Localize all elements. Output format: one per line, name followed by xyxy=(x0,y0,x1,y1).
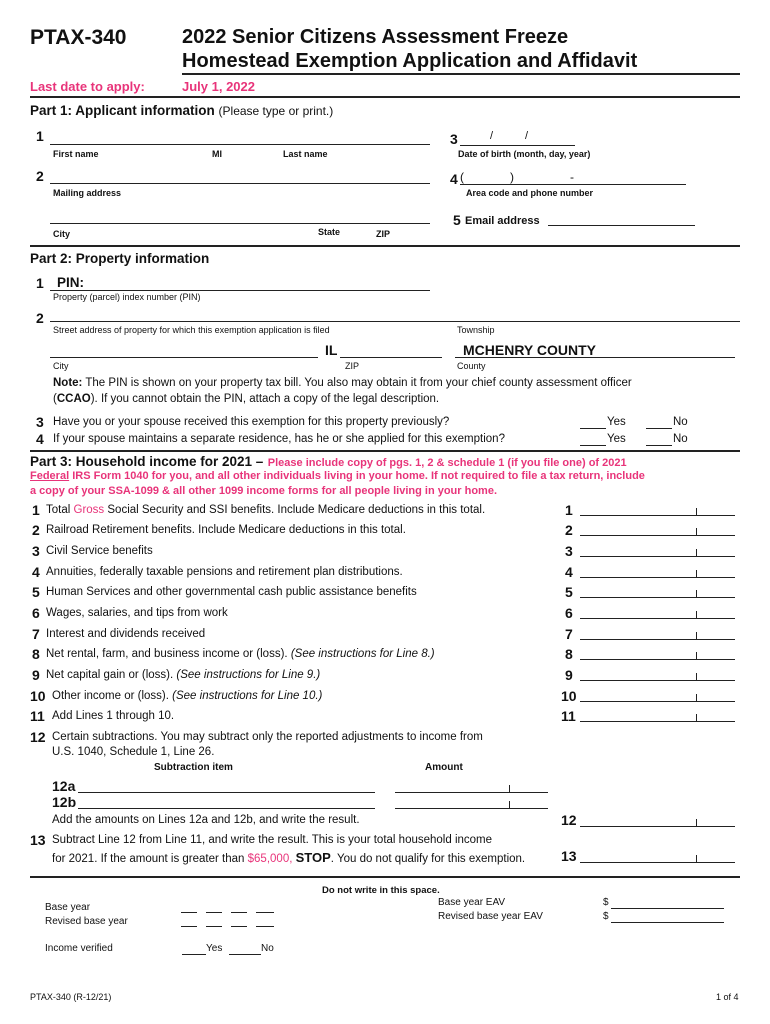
revised-base-year-eav-label: Revised base year EAV xyxy=(438,911,543,922)
form-id: PTAX-340 xyxy=(30,26,127,49)
line13-text-2 xyxy=(52,850,525,865)
line-num-12: 12 xyxy=(30,729,46,745)
q4-no-field[interactable] xyxy=(646,445,672,446)
office-use-heading: Do not write in this space. xyxy=(322,885,440,896)
cents-tick-4 xyxy=(696,570,697,577)
line13-text-2a: for 2021. If the amount is greater than xyxy=(52,853,245,865)
zip-label: ZIP xyxy=(376,229,391,239)
base-year-digit-4[interactable] xyxy=(256,912,274,913)
dob-label: Date of birth (month, day, year) xyxy=(458,149,591,159)
header-divider xyxy=(30,96,740,98)
page-number: 1 of 4 xyxy=(716,992,739,1002)
part3-instr-3: a copy of your SSA-1099 & all other 1099 income forms for all people living in your home. xyxy=(30,485,498,497)
right-num-5: 5 xyxy=(565,584,573,600)
line1-text-a: Total xyxy=(46,504,71,516)
part1-heading-text: Part 1: Applicant information xyxy=(30,103,215,118)
base-year-eav-label: Base year EAV xyxy=(438,897,506,908)
q4-text: If your spouse maintains a separate residence, has he or she applied for this exemption? xyxy=(53,433,505,445)
line-text-1 xyxy=(46,504,485,516)
right-num-10: 10 xyxy=(561,688,577,704)
q3-text: Have you or your spouse received this exemption for this property previously? xyxy=(53,416,450,428)
right-num-6: 6 xyxy=(565,605,573,621)
pin-num: 1 xyxy=(36,275,44,291)
line-num-3: 3 xyxy=(32,543,40,559)
right-num-1: 1 xyxy=(565,502,573,518)
line12-text-2: U.S. 1040, Schedule 1, Line 26. xyxy=(52,746,215,758)
amount-field-12[interactable] xyxy=(580,826,735,827)
line-num-10: 10 xyxy=(30,688,46,704)
last-name-label: Last name xyxy=(283,149,328,159)
q3-yes-label: Yes xyxy=(607,416,626,428)
field-num-3: 3 xyxy=(450,131,458,147)
line1-gross: Gross xyxy=(73,504,105,516)
line-12a-item-field[interactable] xyxy=(78,792,375,793)
street-address-field[interactable] xyxy=(50,321,740,322)
dollar-sign-2: $ xyxy=(603,911,609,922)
note-ccao: CCAO xyxy=(56,393,91,405)
property-state-value: IL xyxy=(325,342,338,358)
pin-note-line2 xyxy=(53,393,439,405)
amount-field-13[interactable] xyxy=(580,862,735,863)
cents-tick-3 xyxy=(696,549,697,556)
dollar-sign-1: $ xyxy=(603,897,609,908)
street-address-label: Street address of property for which this exemption application is filed xyxy=(53,325,330,335)
instr-2-text: IRS Form 1040 for you, and all other individuals living in your home. If not required to file a tax return, include xyxy=(72,470,645,482)
line8-instr: (See instructions for Line 8.) xyxy=(290,648,435,660)
part3-instr-2 xyxy=(30,470,645,482)
mi-label: MI xyxy=(212,149,222,159)
line13-stop: STOP xyxy=(295,850,331,865)
title-underline xyxy=(182,73,740,75)
cents-tick-12 xyxy=(696,819,697,826)
amount-header: Amount xyxy=(425,762,463,773)
pin-field[interactable] xyxy=(50,290,430,291)
phone-dash: - xyxy=(570,170,574,184)
income-verified-no-field[interactable] xyxy=(229,954,261,955)
addr-num: 2 xyxy=(36,310,44,326)
note-bold: Note: xyxy=(53,377,83,389)
line-text-5: Human Services and other governmental cash public assistance benefits xyxy=(46,586,417,598)
amount-field-8[interactable] xyxy=(580,659,735,660)
subtraction-item-header: Subtraction item xyxy=(154,762,233,773)
base-year-digit-2[interactable] xyxy=(206,912,222,913)
field-num-4: 4 xyxy=(450,171,458,187)
line-12a-amount-field[interactable] xyxy=(395,792,548,793)
pin-note-line1 xyxy=(53,377,632,389)
field-num-2: 2 xyxy=(36,168,44,184)
form-title-line1: 2022 Senior Citizens Assessment Freeze xyxy=(182,26,569,48)
amount-field-9[interactable] xyxy=(580,680,735,681)
line-num-13: 13 xyxy=(30,832,46,848)
cents-tick-5 xyxy=(696,590,697,597)
income-verified-yes-field[interactable] xyxy=(182,954,206,955)
deadline-label: Last date to apply: xyxy=(30,79,145,94)
q4-no-label: No xyxy=(673,433,688,445)
q3-num: 3 xyxy=(36,414,44,430)
income-verified-yes-label: Yes xyxy=(206,943,223,954)
email-field[interactable] xyxy=(548,225,695,226)
amount-field-4[interactable] xyxy=(580,577,735,578)
property-county-label: County xyxy=(457,361,486,371)
name-field[interactable] xyxy=(50,144,430,145)
cents-tick-10 xyxy=(696,694,697,701)
mailing-address-label: Mailing address xyxy=(53,188,122,198)
property-city-field[interactable] xyxy=(50,357,318,358)
line-text-4: Annuities, federally taxable pensions and retirement plan distributions. xyxy=(46,566,403,578)
property-county-field[interactable] xyxy=(455,357,735,358)
cents-tick-6 xyxy=(696,611,697,618)
city-state-zip-field[interactable] xyxy=(50,223,430,224)
amount-field-5[interactable] xyxy=(580,597,735,598)
amount-field-10[interactable] xyxy=(580,701,735,702)
line-num-7: 7 xyxy=(32,626,40,642)
pin-label: PIN: xyxy=(57,275,84,290)
amount-field-7[interactable] xyxy=(580,639,735,640)
revised-year-digit-2[interactable] xyxy=(206,926,222,927)
deadline-date: July 1, 2022 xyxy=(182,79,255,94)
line-num-5: 5 xyxy=(32,584,40,600)
revised-base-year-label: Revised base year xyxy=(45,916,128,927)
line1-text-b: Social Security and SSI benefits. Include Medicare deductions in this total. xyxy=(107,504,486,516)
revised-year-digit-1[interactable] xyxy=(181,926,197,927)
line-text-8 xyxy=(46,648,435,660)
line-text-2: Railroad Retirement benefits. Include Medicare deductions in this total. xyxy=(46,524,406,536)
note-text-2: ). If you cannot obtain the PIN, attach a copy of the legal description. xyxy=(90,393,440,405)
line12-text-1: Certain subtractions. You may subtract only the reported adjustments to income from xyxy=(52,731,483,743)
property-county-value: MCHENRY COUNTY xyxy=(463,342,597,358)
line-text-7: Interest and dividends received xyxy=(46,628,206,640)
part1-divider xyxy=(30,245,740,247)
form-revision: PTAX-340 (R-12/21) xyxy=(30,992,112,1002)
note-text-1: The PIN is shown on your property tax bill. You also may obtain it from your chief county assessment officer xyxy=(85,377,632,389)
right-num-3: 3 xyxy=(565,543,573,559)
line-text-11: Add Lines 1 through 10. xyxy=(52,710,175,722)
line-text-9 xyxy=(46,669,320,681)
amount-field-11[interactable] xyxy=(580,721,735,722)
q3-yes-field[interactable] xyxy=(580,428,606,429)
line8-text: Net rental, farm, and business income or (loss). xyxy=(46,648,288,660)
phone-field[interactable] xyxy=(460,184,686,185)
dob-sep-1: / xyxy=(490,130,494,142)
note-paren: ( xyxy=(53,393,57,405)
cents-tick-8 xyxy=(696,652,697,659)
right-num-12: 12 xyxy=(561,812,577,828)
q4-num: 4 xyxy=(36,431,44,447)
line-num-11: 11 xyxy=(30,708,45,724)
q3-no-label: No xyxy=(673,416,688,428)
part2-divider xyxy=(30,450,740,452)
cents-tick-11 xyxy=(696,714,697,721)
part3-heading: Part 3: Household income for 2021 – xyxy=(30,454,264,469)
base-year-digit-3[interactable] xyxy=(231,912,247,913)
line9-instr: (See instructions for Line 9.) xyxy=(176,669,321,681)
line-text-10 xyxy=(52,690,322,702)
amount-field-6[interactable] xyxy=(580,618,735,619)
phone-label: Area code and phone number xyxy=(466,188,594,198)
right-num-2: 2 xyxy=(565,522,573,538)
cents-tick-12b xyxy=(509,801,510,808)
line-num-8: 8 xyxy=(32,646,40,662)
line-12b-item-field[interactable] xyxy=(78,808,375,809)
line-num-9: 9 xyxy=(32,667,40,683)
line-12b-label: 12b xyxy=(52,794,77,810)
cents-tick-9 xyxy=(696,673,697,680)
line-text-6: Wages, salaries, and tips from work xyxy=(46,607,228,619)
line12-add-text: Add the amounts on Lines 12a and 12b, and write the result. xyxy=(52,814,360,826)
line-12b-amount-field[interactable] xyxy=(395,808,548,809)
q4-yes-field[interactable] xyxy=(580,445,606,446)
instr-federal: Federal xyxy=(30,470,70,482)
part3-divider xyxy=(30,876,740,878)
cents-tick-7 xyxy=(696,632,697,639)
part1-heading-note: (Please type or print.) xyxy=(218,104,334,118)
property-zip-label: ZIP xyxy=(345,361,360,371)
right-num-8: 8 xyxy=(565,646,573,662)
base-year-eav-field[interactable] xyxy=(611,908,724,909)
line13-text-2b: . You do not qualify for this exemption. xyxy=(330,853,526,865)
right-num-4: 4 xyxy=(565,564,573,580)
amount-field-3[interactable] xyxy=(580,556,735,557)
income-verified-label: Income verified xyxy=(45,943,113,954)
line-num-4: 4 xyxy=(32,564,40,580)
line13-text-1: Subtract Line 12 from Line 11, and write the result. This is your total household income xyxy=(52,834,493,846)
q4-yes-label: Yes xyxy=(607,433,626,445)
line-num-2: 2 xyxy=(32,522,40,538)
part3-heading-line xyxy=(30,453,627,471)
state-label: State xyxy=(318,227,341,237)
base-year-label: Base year xyxy=(45,902,91,913)
amount-field-1[interactable] xyxy=(580,515,735,516)
cents-tick-13 xyxy=(696,855,697,862)
part2-heading: Part 2: Property information xyxy=(30,251,210,266)
city-label: City xyxy=(53,229,71,239)
part1-heading xyxy=(30,103,333,118)
line13-amount: $65,000, xyxy=(247,853,293,865)
line-num-1: 1 xyxy=(32,502,40,518)
amount-field-2[interactable] xyxy=(580,535,735,536)
line9-text: Net capital gain or (loss). xyxy=(46,669,174,681)
right-num-7: 7 xyxy=(565,626,573,642)
dob-field[interactable] xyxy=(460,145,575,146)
cents-tick-1 xyxy=(696,508,697,515)
part3-instr-1: Please include copy of pgs. 1, 2 & schedule 1 (if you file one) of 2021 xyxy=(267,457,627,469)
line-text-3: Civil Service benefits xyxy=(46,545,153,557)
revised-base-year-eav-field[interactable] xyxy=(611,922,724,923)
income-verified-no-label: No xyxy=(261,943,274,954)
first-name-label: First name xyxy=(53,149,99,159)
line10-text: Other income or (loss). xyxy=(52,690,169,702)
email-label: Email address xyxy=(465,215,540,227)
right-num-11: 11 xyxy=(561,708,576,724)
township-label: Township xyxy=(457,325,495,335)
revised-year-digit-3[interactable] xyxy=(231,926,247,927)
field-num-1: 1 xyxy=(36,128,44,144)
line10-instr: (See instructions for Line 10.) xyxy=(172,690,323,702)
cents-tick-12a xyxy=(509,785,510,792)
q3-no-field[interactable] xyxy=(646,428,672,429)
cents-tick-2 xyxy=(696,528,697,535)
pin-sub-label: Property (parcel) index number (PIN) xyxy=(53,292,201,302)
revised-year-digit-4[interactable] xyxy=(256,926,274,927)
field-num-5: 5 xyxy=(453,212,461,228)
line-12a-label: 12a xyxy=(52,778,76,794)
property-city-label: City xyxy=(53,361,69,371)
dob-sep-2: / xyxy=(525,130,529,142)
phone-close-paren: ) xyxy=(510,170,514,184)
right-num-13: 13 xyxy=(561,848,577,864)
base-year-digit-1[interactable] xyxy=(181,912,197,913)
mailing-address-field[interactable] xyxy=(50,183,430,184)
form-title-line2: Homestead Exemption Application and Affidavit xyxy=(182,50,638,72)
right-num-9: 9 xyxy=(565,667,573,683)
property-zip-field[interactable] xyxy=(340,357,442,358)
phone-open-paren: ( xyxy=(460,170,464,184)
line-num-6: 6 xyxy=(32,605,40,621)
